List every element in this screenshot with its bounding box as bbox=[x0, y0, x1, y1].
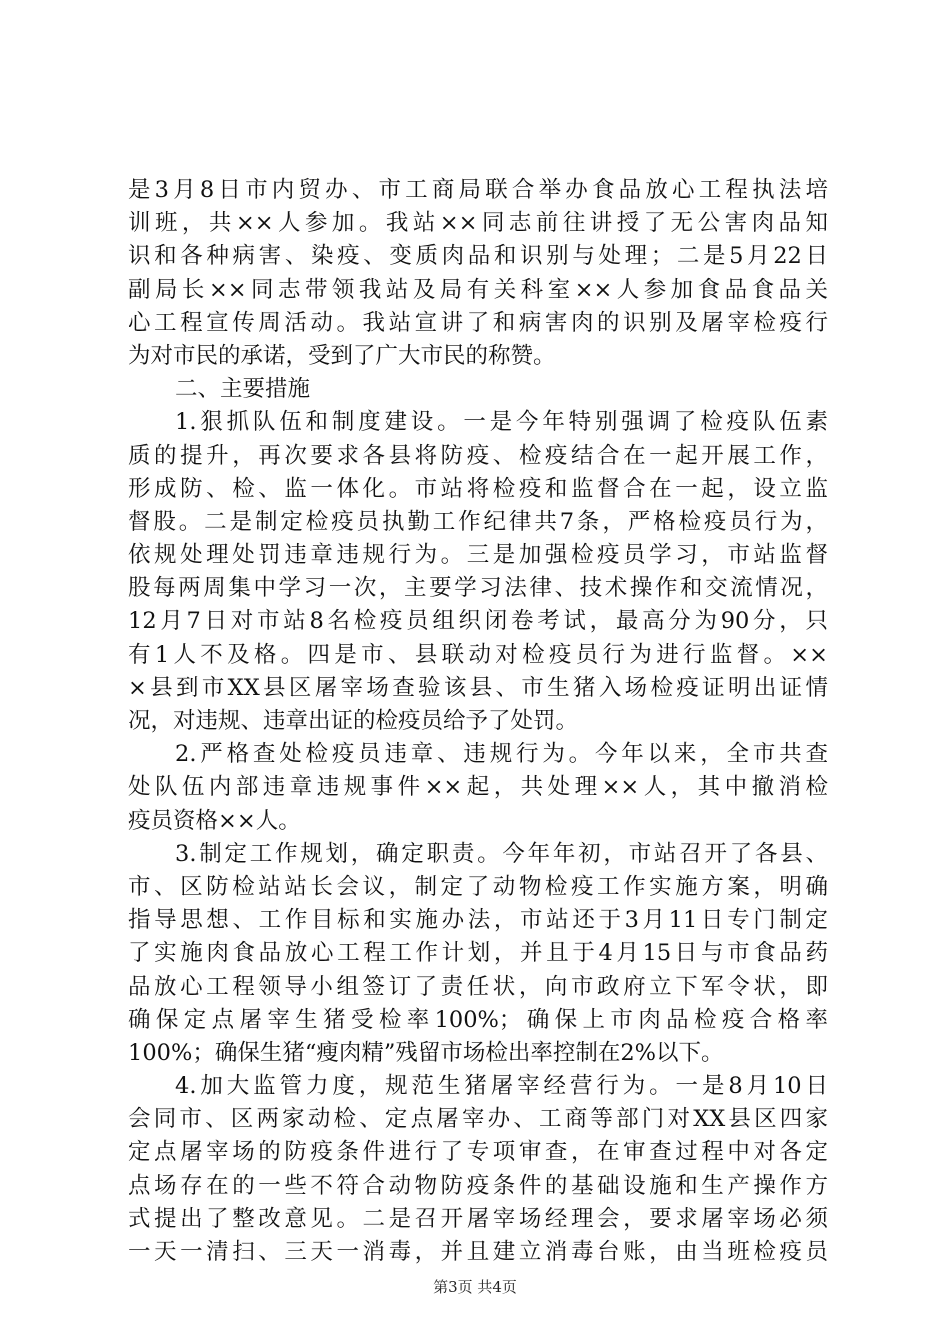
text-line: 点场存在的一些不符合动物防疫条件的基础设施和生产操作方 bbox=[128, 1172, 828, 1199]
text-line: 况，对违规、违章出证的检疫员给予了处罚。 bbox=[128, 708, 579, 734]
page-footer: 第3页 共4页 bbox=[433, 1278, 517, 1296]
text-line: 一天一清扫、三天一消毒，并且建立消毒台账，由当班检疫员 bbox=[128, 1239, 828, 1265]
text-line: 1.狠抓队伍和制度建设。一是今年特别强调了检疫队伍素 bbox=[175, 409, 828, 436]
text-line: ×县到市XX县区屠宰场查验该县、市生猪入场检疫证明出证情 bbox=[128, 674, 828, 701]
text-line: 指导思想、工作目标和实施办法，市站还于3月11日专门制定 bbox=[128, 907, 828, 934]
text-line: 4.加大监管力度，规范生猪屠宰经营行为。一是8月10日 bbox=[175, 1073, 828, 1100]
text-line: 训班，共××人参加。我站××同志前往讲授了无公害肉品知 bbox=[128, 210, 828, 237]
text-line: 2.严格查处检疫员违章、违规行为。今年以来，全市共查 bbox=[175, 741, 828, 768]
text-line: 为对市民的承诺，受到了广大市民的称赞。 bbox=[128, 342, 556, 369]
text-line: 市、区防检站站长会议，制定了动物检疫工作实施方案，明确 bbox=[128, 873, 828, 900]
text-line: 12月7日对市站8名检疫员组织闭卷考试，最高分为90分，只 bbox=[128, 608, 828, 635]
text-line: 二、主要措施 bbox=[175, 376, 311, 403]
text-line: 100%；确保生猪“瘦肉精”残留市场检出率控制在2%以下。 bbox=[128, 1039, 724, 1066]
text-line: 了实施肉食品放心工程工作计划，并且于4月15日与市食品药 bbox=[128, 940, 828, 967]
text-line: 会同市、区两家动检、定点屠宰办、工商等部门对XX县区四家 bbox=[128, 1106, 828, 1133]
text-line: 处队伍内部违章违规事件××起，共处理××人，其中撤消检 bbox=[128, 774, 828, 801]
text-line: 副局长××同志带领我站及局有关科室××人参加食品食品关 bbox=[128, 276, 828, 303]
text-line: 有1人不及格。四是市、县联动对检疫员行为进行监督。×× bbox=[128, 641, 828, 668]
text-line: 3.制定工作规划，确定职责。今年年初，市站召开了各县、 bbox=[175, 840, 828, 867]
text-line: 识和各种病害、染疫、变质肉品和识别与处理；二是5月22日 bbox=[128, 243, 828, 270]
text-line: 是3月8日市内贸办、市工商局联合举办食品放心工程执法培 bbox=[128, 177, 828, 203]
text-line: 形成防、检、监一体化。市站将检疫和监督合在一起，设立监 bbox=[128, 475, 828, 502]
text-line: 品放心工程领导小组签订了责任状，向市政府立下军令状，即 bbox=[128, 973, 828, 1000]
text-line: 确保定点屠宰生猪受检率100%；确保上市肉品检疫合格率 bbox=[128, 1006, 828, 1033]
text-line: 疫员资格××人。 bbox=[128, 807, 301, 834]
text-line: 式提出了整改意见。二是召开屠宰场经理会，要求屠宰场必须 bbox=[128, 1205, 828, 1232]
text-line: 质的提升，再次要求各县将防疫、检疫结合在一起开展工作， bbox=[128, 442, 828, 469]
text-line: 股每两周集中学习一次，主要学习法律、技术操作和交流情况， bbox=[128, 575, 828, 602]
document-body bbox=[128, 174, 828, 1269]
text-line: 心工程宣传周活动。我站宣讲了和病害肉的识别及屠宰检疫行 bbox=[128, 309, 828, 336]
text-line: 定点屠宰场的防疫条件进行了专项审查，在审查过程中对各定 bbox=[128, 1139, 828, 1166]
text-line: 督股。二是制定检疫员执勤工作纪律共7条，严格检疫员行为， bbox=[128, 508, 828, 535]
text-line: 依规处理处罚违章违规行为。三是加强检疫员学习，市站监督 bbox=[128, 542, 828, 569]
